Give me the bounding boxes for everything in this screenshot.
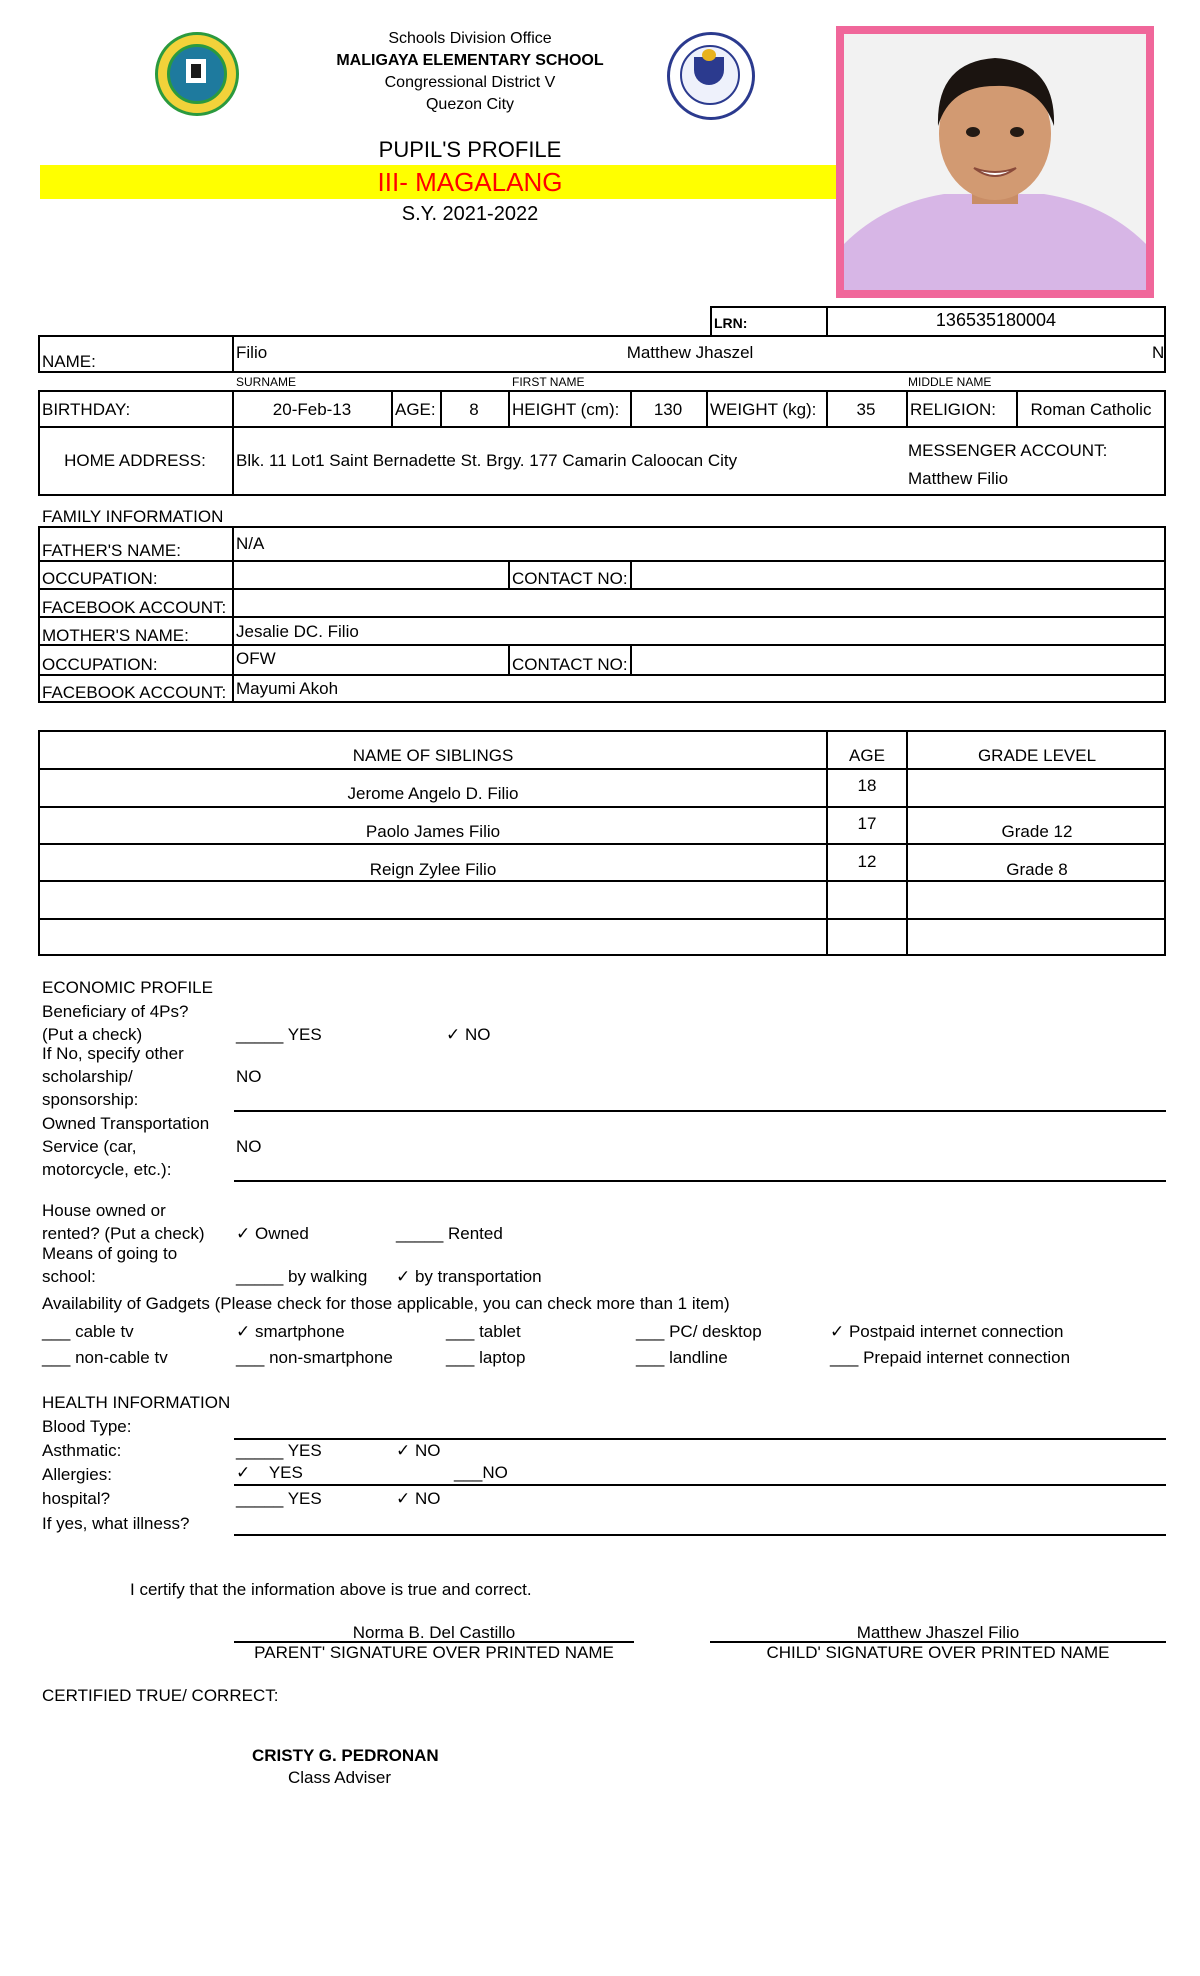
pupil-photo [836,26,1154,298]
family-info-title: FAMILY INFORMATION [42,507,224,526]
means-transport-option: ✓ by transportation [396,1267,542,1286]
gadget-landline: ___ landline [636,1348,728,1367]
weight-value: 35 [856,400,876,419]
religion-value: Roman Catholic [1030,400,1152,419]
health-info-title: HEALTH INFORMATION [42,1393,231,1412]
messenger-label: MESSENGER ACCOUNT: [908,441,1108,460]
gadget-cable-tv: ___ cable tv [42,1322,134,1341]
sibling-1-name: Jerome Angelo D. Filio [347,784,519,803]
home-address-value: Blk. 11 Lot1 Saint Bernadette St. Brgy. 177 Camarin Caloocan City [236,451,738,470]
illness-label: If yes, what illness? [42,1514,190,1533]
q-means-line2: school: [42,1267,96,1286]
illness-underline [234,1534,1166,1536]
name-label: NAME: [42,352,96,371]
middle-name-caption: MIDDLE NAME [908,375,992,389]
gadget-tablet: ___ tablet [446,1322,521,1341]
section-name: III- MAGALANG [377,167,563,197]
father-name-value: N/A [236,534,265,553]
q-house-line2: rented? (Put a check) [42,1224,205,1243]
sibling-2-grade: Grade 12 [1001,822,1073,841]
q-scholarship-line1: If No, specify other [42,1044,184,1063]
lrn-value: 136535180004 [935,310,1057,330]
mother-name-value: Jesalie DC. Filio [236,622,359,641]
gadgets-title: Availability of Gadgets (Please check for those applicable, you can check more than 1 item) [42,1294,730,1313]
4ps-no-option: ✓ NO [446,1025,491,1044]
child-portrait-illustration [844,34,1146,290]
siblings-col-grade: GRADE LEVEL [977,746,1097,765]
religion-label: RELIGION: [910,400,996,419]
scholarship-underline [234,1110,1166,1112]
transport-underline [234,1180,1166,1182]
first-name-value: Matthew Jhaszel [626,343,754,362]
blood-type-underline [234,1438,1166,1440]
allergies-yes-option: ✓ YES [236,1463,303,1482]
father-facebook-label: FACEBOOK ACCOUNT: [42,598,227,617]
height-value: 130 [653,400,683,419]
siblings-col-name: NAME OF SIBLINGS [352,746,514,765]
blood-type-label: Blood Type: [42,1417,132,1436]
hospital-label: hospital? [42,1489,111,1508]
q-transport-line1: Owned Transportation [42,1114,210,1133]
father-name-label: FATHER'S NAME: [42,541,181,560]
school-year: S.Y. 2021-2022 [401,203,539,225]
mother-contact-label: CONTACT NO: [512,655,628,674]
city: Quezon City [425,96,515,113]
age-label: AGE: [395,400,436,419]
house-rented-option: _____ Rented [396,1224,503,1243]
father-occupation-label: OCCUPATION: [42,569,158,588]
q-4ps-line1: Beneficiary of 4Ps? [42,1002,189,1021]
surname-value: Filio [236,343,268,362]
first-name-caption: FIRST NAME [512,375,585,389]
mother-occupation-label: OCCUPATION: [42,655,158,674]
sibling-3-age: 12 [857,852,877,871]
q-house-line1: House owned or [42,1201,166,1220]
allergies-label: Allergies: [42,1465,112,1484]
house-owned-option: ✓ Owned [236,1224,309,1243]
child-printed-name: Matthew Jhaszel Filio [856,1623,1020,1642]
q-transport-line2: Service (car, [42,1137,137,1156]
surname-caption: SURNAME [236,375,297,389]
gadget-non-cable-tv: ___ non-cable tv [42,1348,168,1367]
middle-initial-value: N [1152,343,1164,362]
gadget-non-smartphone: ___ non-smartphone [236,1348,393,1367]
congressional-district: Congressional District V [384,74,556,91]
age-value: 8 [469,400,479,419]
parent-printed-name: Norma B. Del Castillo [352,1623,516,1642]
father-contact-label: CONTACT NO: [512,569,628,588]
scholarship-answer: NO [236,1067,262,1086]
home-address-label: HOME ADDRESS: [64,451,206,470]
siblings-col-age: AGE [849,746,885,765]
birthday-value: 20-Feb-13 [272,400,352,419]
allergies-underline [234,1484,1166,1486]
certified-label: CERTIFIED TRUE/ CORRECT: [42,1686,279,1705]
gadget-smartphone: ✓ smartphone [236,1322,345,1341]
birthday-label: BIRTHDAY: [42,400,131,419]
height-label: HEIGHT (cm): [512,400,620,419]
q-scholarship-line2: scholarship/ [42,1067,133,1086]
mother-occupation-value: OFW [236,649,276,668]
transport-answer: NO [236,1137,262,1156]
parent-signature-caption: PARENT' SIGNATURE OVER PRINTED NAME [254,1643,614,1662]
asthmatic-yes-option: _____ YES [236,1441,322,1460]
sibling-3-name: Reign Zylee Filio [369,860,497,879]
sibling-2-name: Paolo James Filio [365,822,501,841]
form-title: PUPIL'S PROFILE [378,137,562,162]
lrn-label: LRN: [714,315,748,331]
q-transport-line3: motorcycle, etc.): [42,1160,172,1179]
gadget-prepaid-internet: ___ Prepaid internet connection [830,1348,1071,1367]
deped-seal [667,32,755,120]
adviser-name: CRISTY G. PEDRONAN [252,1746,439,1765]
weight-label: WEIGHT (kg): [710,400,817,419]
mother-facebook-label: FACEBOOK ACCOUNT: [42,683,227,702]
sibling-3-grade: Grade 8 [1006,860,1068,879]
allergies-no-option: ___NO [454,1463,508,1482]
adviser-title: Class Adviser [288,1768,391,1787]
division-office: Schools Division Office [388,30,552,47]
sibling-1-age: 18 [857,776,877,795]
q-scholarship-line3: sponsorship: [42,1090,139,1109]
4ps-yes-option: _____ YES [236,1025,322,1044]
gadget-laptop: ___ laptop [446,1348,526,1367]
certify-statement: I certify that the information above is true and correct. [130,1580,532,1599]
gadget-pc-desktop: ___ PC/ desktop [636,1322,762,1341]
mother-facebook-value: Mayumi Akoh [236,679,339,698]
school-name: MALIGAYA ELEMENTARY SCHOOL [336,52,604,69]
hospital-yes-option: _____ YES [236,1489,322,1508]
asthmatic-no-option: ✓ NO [396,1441,441,1460]
gadget-postpaid-internet: ✓ Postpaid internet connection [830,1322,1064,1341]
school-logo [155,32,239,116]
economic-profile-title: ECONOMIC PROFILE [42,978,213,997]
sibling-2-age: 17 [857,814,877,833]
q-means-line1: Means of going to [42,1244,178,1263]
q-4ps-line2: (Put a check) [42,1025,143,1044]
messenger-value: Matthew Filio [908,469,1009,488]
mother-name-label: MOTHER'S NAME: [42,626,189,645]
child-signature-caption: CHILD' SIGNATURE OVER PRINTED NAME [766,1643,1110,1662]
asthmatic-label: Asthmatic: [42,1441,122,1460]
means-walking-option: _____ by walking [236,1267,368,1286]
hospital-no-option: ✓ NO [396,1489,441,1508]
